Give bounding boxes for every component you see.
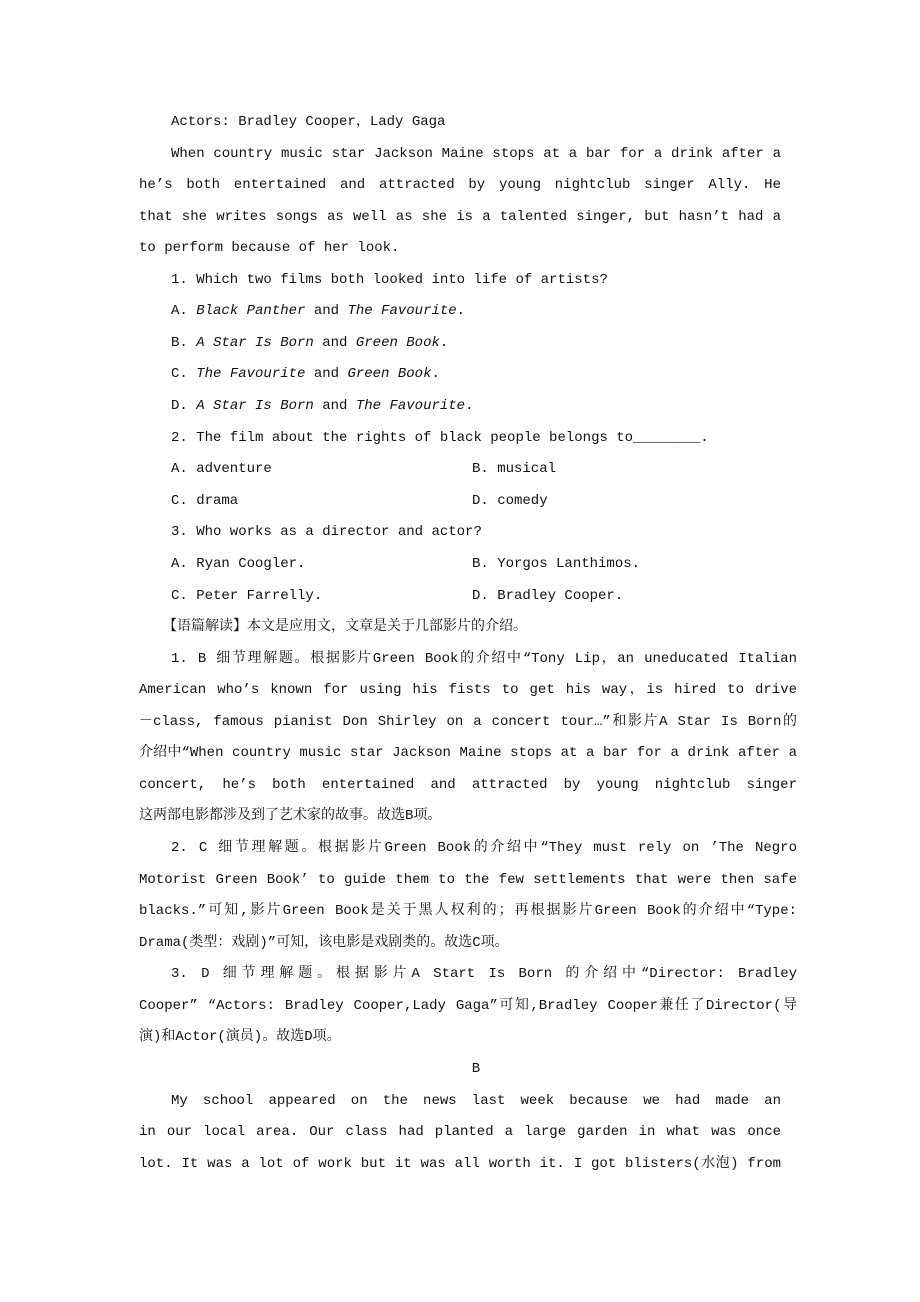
film-title: The Favourite [196, 366, 306, 382]
conjunction: and [305, 303, 348, 319]
question-2-option-b: B. musical [472, 461, 557, 477]
analysis-line: 这两部电影都涉及到了艺术家的故事。故选B项。 [139, 808, 442, 824]
question-3-option-c: C. Peter Farrelly. [171, 588, 323, 604]
option-letter: B. [171, 335, 197, 351]
question-1-option-b [171, 333, 448, 353]
question-3-option-a: A. Ryan Coogler. [171, 556, 306, 572]
question-2-stem: 2. The film about the rights of black people belongs to________. [171, 430, 709, 446]
film-title: Green Book [355, 335, 440, 351]
question-1-stem: 1. Which two films both looked into life of artists? [171, 272, 608, 288]
question-3-stem: 3. Who works as a director and actor? [171, 524, 482, 540]
question-2-option-a: A. adventure [171, 461, 272, 477]
section-heading: B [471, 1061, 481, 1077]
film-title: A Star Is Born [196, 335, 314, 351]
punct: . [439, 335, 449, 351]
punct: . [456, 303, 466, 319]
film-title: A Star Is Born [196, 398, 314, 414]
analysis-line: concert, he’s both entertained and attracted by young nightclub singer [139, 777, 797, 793]
film-title: Black Panther [196, 303, 306, 319]
question-3-option-b: B. Yorgos Lanthimos. [472, 556, 641, 572]
analysis-line: Cooper” “Actors: Bradley Cooper,Lady Gaga”可知,Bradley Cooper兼任了Director(导 [139, 998, 797, 1014]
punct: . [431, 366, 440, 382]
question-3-option-d: D. Bradley Cooper. [472, 588, 624, 604]
analysis-line: 2. C 细节理解题。根据影片Green Book的介绍中“They must rely on ’The Negro [171, 840, 797, 856]
question-2-option-c: C. drama [171, 493, 239, 509]
paragraph-line: that she writes songs as well as she is a talented singer, but hasn’t had a [139, 209, 781, 225]
paragraph-line: he’s both entertained and attracted by young nightclub singer Ally. He [139, 177, 781, 193]
film-title: The Favourite [355, 398, 466, 414]
film-title: Green Book [347, 366, 432, 382]
analysis-line: 1. B 细节理解题。根据影片Green Book的介绍中“Tony Lip，an uneducated Italian [171, 651, 797, 667]
option-letter: C. [171, 366, 197, 382]
paragraph-line: When country music star Jackson Maine stops at a bar for a drink after a [171, 146, 781, 162]
paragraph-line: to perform because of her look. [139, 240, 400, 256]
option-letter: D. [171, 398, 197, 414]
conjunction: and [313, 398, 356, 414]
analysis-line: American who’s known for using his fists to get his way，is hired to drive [139, 682, 797, 698]
conjunction: and [305, 366, 348, 382]
paragraph-line: lot. It was a lot of work but it was all worth it. I got blisters(水泡) from [139, 1156, 781, 1172]
analysis-line: －class, famous pianist Don Shirley on a concert tour…”和影片A Star Is Born的 [139, 714, 797, 730]
question-2-option-d: D. comedy [472, 493, 548, 509]
film-title: The Favourite [347, 303, 457, 319]
question-1-option-c [171, 364, 440, 384]
analysis-line: 3. D 细节理解题。根据影片A Start Is Born 的介绍中“Director: Bradley [171, 966, 797, 982]
analysis-line: Drama(类型：戏剧)”可知，该电影是戏剧类的。故选C项。 [139, 935, 509, 951]
analysis-header: 【语篇解读】本文是应用文，文章是关于几部影片的介绍。 [163, 619, 527, 635]
analysis-line: 介绍中“When country music star Jackson Maine stops at a bar for a drink after a [139, 745, 797, 761]
analysis-line: 演)和Actor(演员)。故选D项。 [139, 1029, 341, 1045]
question-1-option-d [171, 396, 473, 416]
option-letter: A. [171, 303, 197, 319]
conjunction: and [313, 335, 356, 351]
actors-line: Actors: Bradley Cooper，Lady Gaga [171, 114, 446, 130]
paragraph-line: in our local area. Our class had planted a large garden in what was once [139, 1124, 781, 1140]
question-1-option-a [171, 301, 465, 321]
analysis-line: blacks.”可知,影片Green Book是关于黑人权利的；再根据影片Green Book的介绍中“Type: [139, 903, 797, 919]
punct: . [465, 398, 474, 414]
analysis-line: Motorist Green Book’ to guide them to the few settlements that were then safe [139, 872, 797, 888]
paragraph-line: My school appeared on the news last week because we had made an [171, 1093, 781, 1109]
